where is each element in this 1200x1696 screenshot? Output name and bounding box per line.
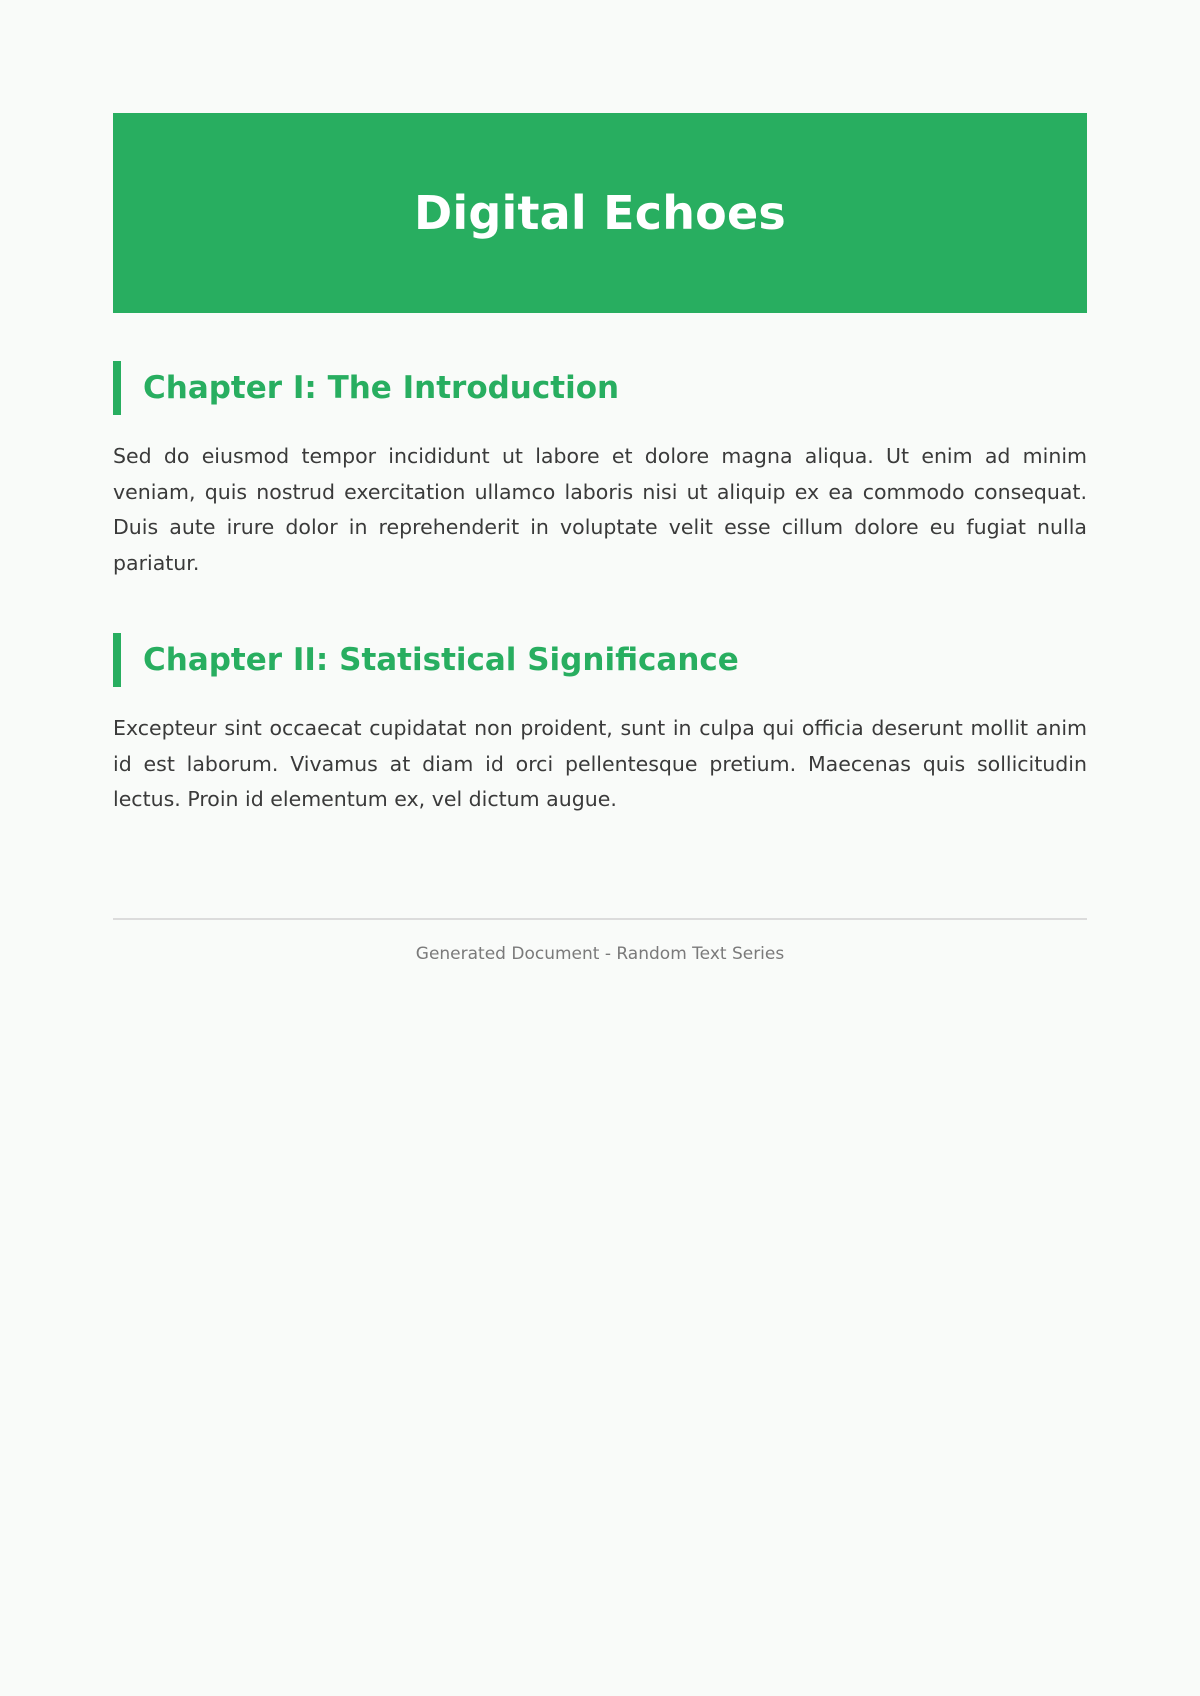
chapter-heading: Chapter II: Statistical Significance [113, 633, 1087, 687]
document-footer [113, 918, 1087, 964]
title-banner [113, 113, 1087, 313]
chapter-body: Sed do eiusmod tempor incididunt ut labore et dolore magna aliqua. Ut enim ad minim veniam, quis nostrud exercitation ullamco laboris nisi ut aliquip ex ea commodo consequat. Duis aute irure dolor in reprehenderit in voluptate velit esse cillum dolore eu fugiat nulla pariatur. [113, 444, 1087, 575]
footer-text: Generated Document - Random Text Series [415, 943, 785, 964]
chapter-heading: Chapter I: The Introduction [113, 361, 1087, 415]
chapter-body: Excepteur sint occaecat cupidatat non proident, sunt in culpa qui officia deserunt mollit anim id est laborum. Vivamus at diam id orci pellentesque pretium. Maecenas quis sollicitudin lectus. Proin id elementum ex, vel dictum augue. [113, 716, 1087, 811]
document-title: Digital Echoes [414, 186, 786, 240]
document-page [113, 113, 1087, 964]
chapter-1 [113, 361, 1087, 581]
chapter-2 [113, 633, 1087, 818]
